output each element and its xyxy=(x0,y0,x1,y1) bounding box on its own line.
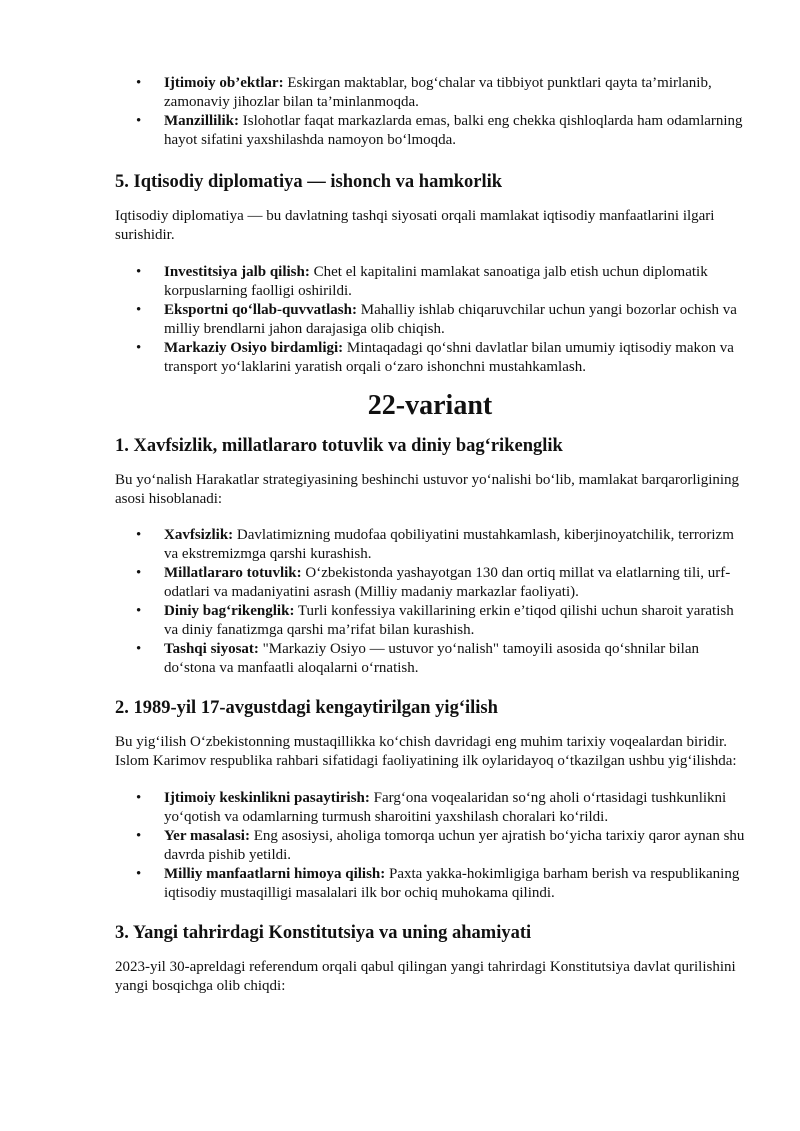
section-heading: 2. 1989-yil 17-avgustdagi kengaytirilgan yig‘ilish xyxy=(115,698,498,718)
bullet-icon: • xyxy=(136,302,142,318)
list-item xyxy=(115,112,745,150)
top-bullet-list xyxy=(115,74,745,150)
item-term: Milliy manfaatlarni himoya qilish: xyxy=(164,866,386,882)
list-item xyxy=(115,602,745,640)
bullet-icon: • xyxy=(136,603,142,619)
bullet-icon: • xyxy=(136,790,142,806)
item-text: "Markaziy Osiyo — ustuvor yo‘nalish" tamoyili asosida qo‘shnilar bilan do‘stona va manfaatli aloqalarni o‘rnatish. xyxy=(164,641,700,676)
list-item xyxy=(115,526,745,564)
bullet-icon: • xyxy=(136,641,142,657)
bullet-list xyxy=(115,263,745,377)
item-text: Farg‘ona voqealaridan so‘ng aholi o‘rtasidagi tushkunlikni yo‘qotish va odamlarning turmush sharoitini yaxshilash choralari ko‘rildi. xyxy=(164,790,727,825)
item-term: Markaziy Osiyo birdamligi: xyxy=(164,340,344,356)
item-term: Tashqi siyosat: xyxy=(164,641,259,657)
item-text: Mintaqadagi qo‘shni davlatlar bilan umumiy iqtisodiy makon va transport yo‘laklarini yaratish orqali o‘zaro ishonchni mustahkamlash. xyxy=(164,340,734,375)
item-text: O‘zbekistonda yashayotgan 130 dan ortiq millat va elatlarning tili, urf-odatlari va madaniyatini asrash (Milliy madaniy markazlar faoliyati). xyxy=(164,565,731,600)
bullet-icon: • xyxy=(136,340,142,356)
bullet-list xyxy=(115,526,745,678)
item-term: Manzillilik: xyxy=(164,113,239,129)
list-item xyxy=(115,74,745,112)
bullet-list xyxy=(115,789,745,903)
item-term: Ijtimoiy keskinlikni pasaytirish: xyxy=(164,790,370,806)
bullet-icon: • xyxy=(136,527,142,543)
section-intro: Bu yig‘ilish O‘zbekistonning mustaqillikka ko‘chish davridagi eng muhim tarixiy voqealardan biridir. Islom Karimov respublika rahbari sifatidagi faoliyatining ilk oylaridayoq o‘tkazilgan ushbu yig‘ilishda: xyxy=(115,734,737,769)
item-term: Xavfsizlik: xyxy=(164,527,234,543)
section-intro: Iqtisodiy diplomatiya — bu davlatning tashqi siyosati orqali mamlakat iqtisodiy manfaatlarini ilgari surishidir. xyxy=(115,208,715,243)
item-text: Eskirgan maktablar, bog‘chalar va tibbiyot punktlari qayta ta’mirlanib, zamonaviy jihozlar bilan ta’minlanmoqda. xyxy=(164,75,712,110)
item-text: Paxta yakka-hokimligiga barham berish va respublikaning iqtisodiy mustaqilligi masalalari ilk bor ochiq muhokama qilindi. xyxy=(164,866,740,901)
list-item xyxy=(115,827,745,865)
list-item xyxy=(115,640,745,678)
list-item xyxy=(115,339,745,377)
section-intro: Bu yo‘nalish Harakatlar strategiyasining beshinchi ustuvor yo‘nalishi bo‘lib, mamlakat barqarorligining asosi hisoblanadi: xyxy=(115,472,740,507)
section-intro: 2023-yil 30-apreldagi referendum orqali qabul qilingan yangi tahrirdagi Konstitutsiya davlat qurilishini yangi bosqichga olib chiqdi: xyxy=(115,959,736,994)
section-heading: 3. Yangi tahrirdagi Konstitutsiya va uning ahamiyati xyxy=(115,923,532,943)
item-term: Millatlararo totuvlik: xyxy=(164,565,302,581)
item-text: Chet el kapitalini mamlakat sanoatiga jalb etish uchun diplomatik korpuslarning faolligi oshirildi. xyxy=(164,264,708,299)
list-item xyxy=(115,789,745,827)
item-text: Islohotlar faqat markazlarda emas, balki eng chekka qishloqlarda ham odamlarning hayot sifatini yaxshilashda namoyon bo‘lmoqda. xyxy=(164,113,743,148)
item-text: Eng asosiysi, aholiga tomorqa uchun yer ajratish bo‘yicha tarixiy qaror aynan shu davrda pishib yetildi. xyxy=(164,828,745,863)
page-content xyxy=(115,74,745,996)
list-item xyxy=(115,301,745,339)
item-text: Davlatimizning mudofaa qobiliyatini mustahkamlash, kiberjinoyatchilik, terrorizm va ekstremizmga qarshi kurashish. xyxy=(164,527,734,562)
list-item xyxy=(115,263,745,301)
item-text: Turli konfessiya vakillarining erkin e’tiqod qilishi uchun sharoit yaratish va diniy fanatizmga qarshi ma’rifat bilan kurashish. xyxy=(164,603,734,638)
item-term: Eksportni qo‘llab-quvvatlash: xyxy=(164,302,357,318)
item-term: Ijtimoiy ob’ektlar: xyxy=(164,75,284,91)
section-heading: 5. Iqtisodiy diplomatiya — ishonch va hamkorlik xyxy=(115,172,503,192)
list-item xyxy=(115,865,745,903)
variant-title: 22-variant xyxy=(367,390,493,421)
bullet-icon: • xyxy=(136,828,142,844)
list-item xyxy=(115,564,745,602)
bullet-icon: • xyxy=(136,113,142,129)
item-text: Mahalliy ishlab chiqaruvchilar uchun yangi bozorlar ochish va milliy brendlarni jahon darajasiga olib chiqish. xyxy=(164,302,737,337)
item-term: Diniy bag‘rikenglik: xyxy=(164,603,295,619)
item-term: Investitsiya jalb qilish: xyxy=(164,264,310,280)
section-heading: 1. Xavfsizlik, millatlararo totuvlik va diniy bag‘rikenglik xyxy=(115,436,563,456)
item-term: Yer masalasi: xyxy=(164,828,250,844)
bullet-icon: • xyxy=(136,866,142,882)
bullet-icon: • xyxy=(136,264,142,280)
bullet-icon: • xyxy=(136,75,142,91)
bullet-icon: • xyxy=(136,565,142,581)
